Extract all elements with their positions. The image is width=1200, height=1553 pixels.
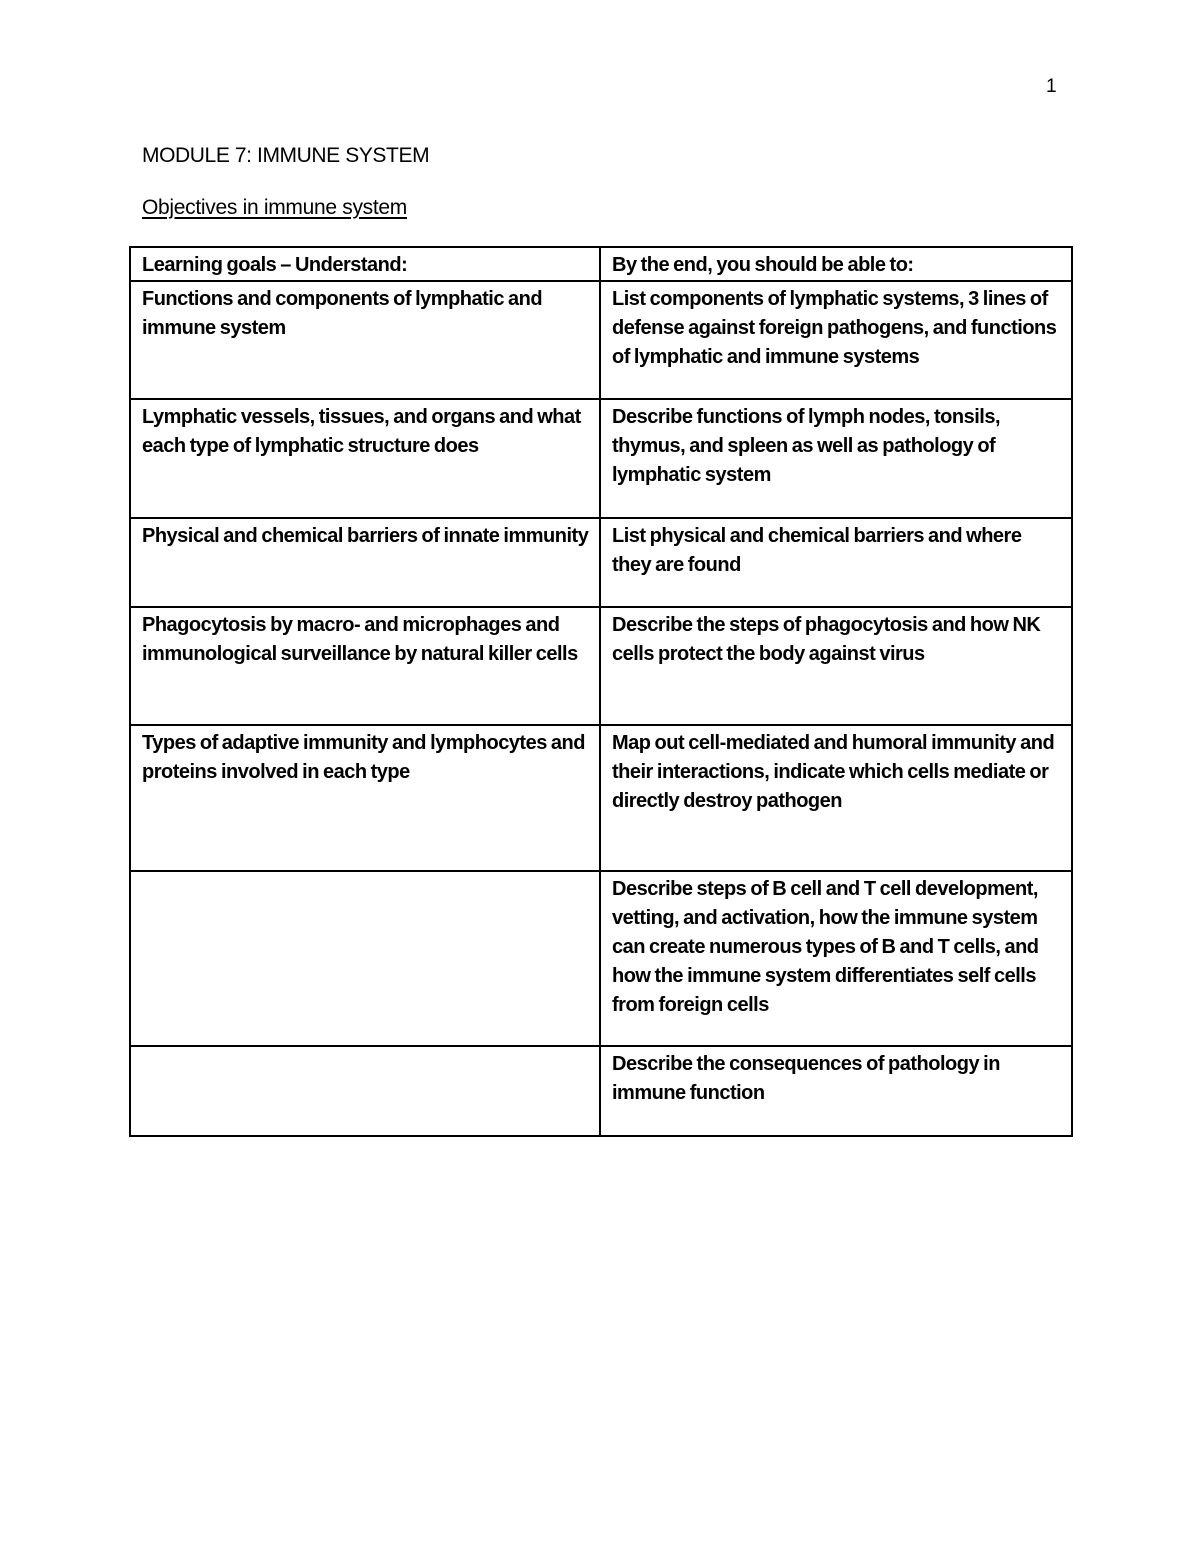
learning-goal-cell: Functions and components of lymphatic and immune system [130,281,600,399]
table-row [130,607,1072,725]
learning-goal-cell: Lymphatic vessels, tissues, and organs and what each type of lymphatic structure does [130,399,600,518]
outcome-cell: List physical and chemical barriers and where they are found [600,518,1072,607]
outcome-cell: Describe steps of B cell and T cell development, vetting, and activation, how the immune system can create numerous types of B and T cells, and how the immune system differentiates self cells from foreign cells [600,871,1072,1046]
outcome-cell: Describe the consequences of pathology in immune function [600,1046,1072,1136]
table-row [130,1046,1072,1136]
table-row [130,518,1072,607]
header-learning-goals: Learning goals – Understand: [130,247,600,281]
outcome-cell: Describe the steps of phagocytosis and how NK cells protect the body against virus [600,607,1072,725]
learning-goal-cell: Phagocytosis by macro- and microphages and immunological surveillance by natural killer cells [130,607,600,725]
table-row [130,399,1072,518]
header-outcomes: By the end, you should be able to: [600,247,1072,281]
module-title: MODULE 7: IMMUNE SYSTEM [142,144,430,167]
learning-goal-cell [130,1046,600,1136]
table-header-row [130,247,1072,281]
learning-goal-cell: Physical and chemical barriers of innate immunity [130,518,600,607]
page-number: 1 [1046,76,1057,97]
learning-goal-cell [130,871,600,1046]
outcome-cell: Describe functions of lymph nodes, tonsils, thymus, and spleen as well as pathology of lymphatic system [600,399,1072,518]
objectives-heading: Objectives in immune system [142,196,407,219]
table-row [130,281,1072,399]
learning-goal-cell: Types of adaptive immunity and lymphocytes and proteins involved in each type [130,725,600,871]
table-row [130,871,1072,1046]
outcome-cell: List components of lymphatic systems, 3 lines of defense against foreign pathogens, and functions of lymphatic and immune systems [600,281,1072,399]
objectives-table [129,246,1073,1137]
table-row [130,725,1072,871]
outcome-cell: Map out cell-mediated and humoral immunity and their interactions, indicate which cells mediate or directly destroy pathogen [600,725,1072,871]
